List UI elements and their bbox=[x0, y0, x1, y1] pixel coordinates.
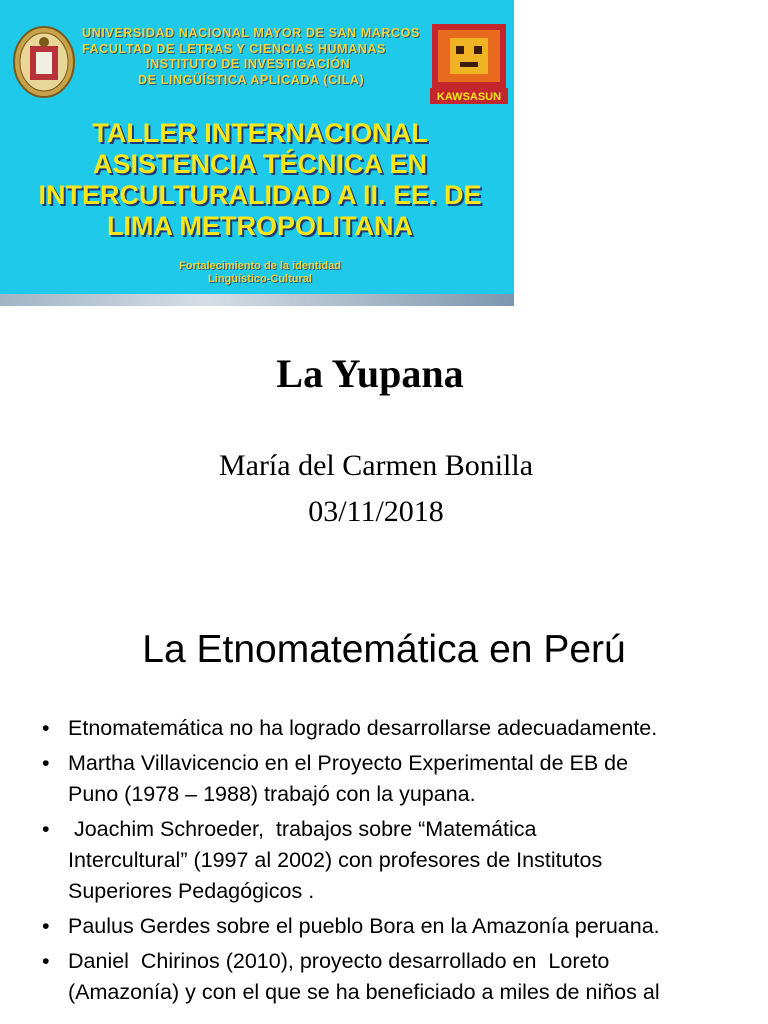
presentation-date: 03/11/2018 bbox=[308, 495, 444, 528]
bullet-item bbox=[42, 748, 742, 810]
bullet-line: • Paulus Gerdes sobre el pueblo Bora en la Amazonía peruana. bbox=[68, 914, 660, 938]
bullet-item bbox=[42, 713, 742, 744]
faculty-name: FACULTAD DE LETRAS Y CIENCIAS HUMANAS bbox=[82, 41, 386, 56]
banner bbox=[0, 0, 514, 306]
bullet-line: Puno (1978 – 1988) trabajó con la yupana. bbox=[68, 782, 476, 806]
bullet-item bbox=[42, 946, 742, 1008]
bullet-list bbox=[42, 713, 742, 1012]
workshop-title-line: INTERCULTURALIDAD A II. EE. DE bbox=[38, 180, 482, 210]
workshop-title-line: ASISTENCIA TÉCNICA EN bbox=[92, 149, 428, 179]
workshop-subtitle-line: Lingüístico-Cultural bbox=[208, 273, 312, 285]
university-header bbox=[82, 26, 422, 88]
bullet-line: (Amazonía) y con el que se ha beneficiado a miles de niños al bbox=[68, 980, 660, 1004]
presentation-title: La Yupana bbox=[276, 351, 464, 396]
presentation-author: María del Carmen Bonilla bbox=[218, 449, 534, 482]
slide-heading: La Etnomatemática en Perú bbox=[142, 628, 626, 671]
bullet-line: Superiores Pedagógicos . bbox=[68, 879, 315, 903]
institute-name-cont: DE LINGÜÍSTICA APLICADA (CILA) bbox=[138, 72, 365, 87]
workshop-subtitle-line: Fortalecimiento de la identidad bbox=[179, 260, 341, 272]
bullet-item bbox=[42, 814, 742, 907]
bullet-line: • Joachim Schroeder, trabajos sobre “Matemática bbox=[68, 817, 537, 841]
bullet-line: • Daniel Chirinos (2010), proyecto desarrollado en Loreto bbox=[68, 949, 610, 973]
kawsasun-logo-text: KAWSASUN bbox=[436, 91, 502, 103]
workshop-title bbox=[30, 118, 490, 242]
institute-name: INSTITUTO DE INVESTIGACIÓN bbox=[146, 57, 351, 71]
bullet-item bbox=[42, 911, 742, 942]
university-seal-icon bbox=[12, 24, 76, 100]
kawsasun-logo bbox=[430, 22, 508, 106]
workshop-title-line: LIMA METROPOLITANA bbox=[107, 211, 413, 241]
university-name: UNIVERSIDAD NACIONAL MAYOR DE SAN MARCOS bbox=[82, 26, 420, 40]
workshop-title-line: TALLER INTERNACIONAL bbox=[92, 118, 428, 148]
bullet-line: Intercultural” (1997 al 2002) con profesores de Institutos bbox=[68, 848, 603, 872]
bullet-line: • Etnomatemática no ha logrado desarrollarse adecuadamente. bbox=[68, 716, 658, 740]
bullet-line: • Martha Villavicencio en el Proyecto Experimental de EB de bbox=[68, 751, 629, 775]
workshop-subtitle bbox=[120, 260, 400, 286]
banner-bottom-strip bbox=[0, 294, 514, 306]
